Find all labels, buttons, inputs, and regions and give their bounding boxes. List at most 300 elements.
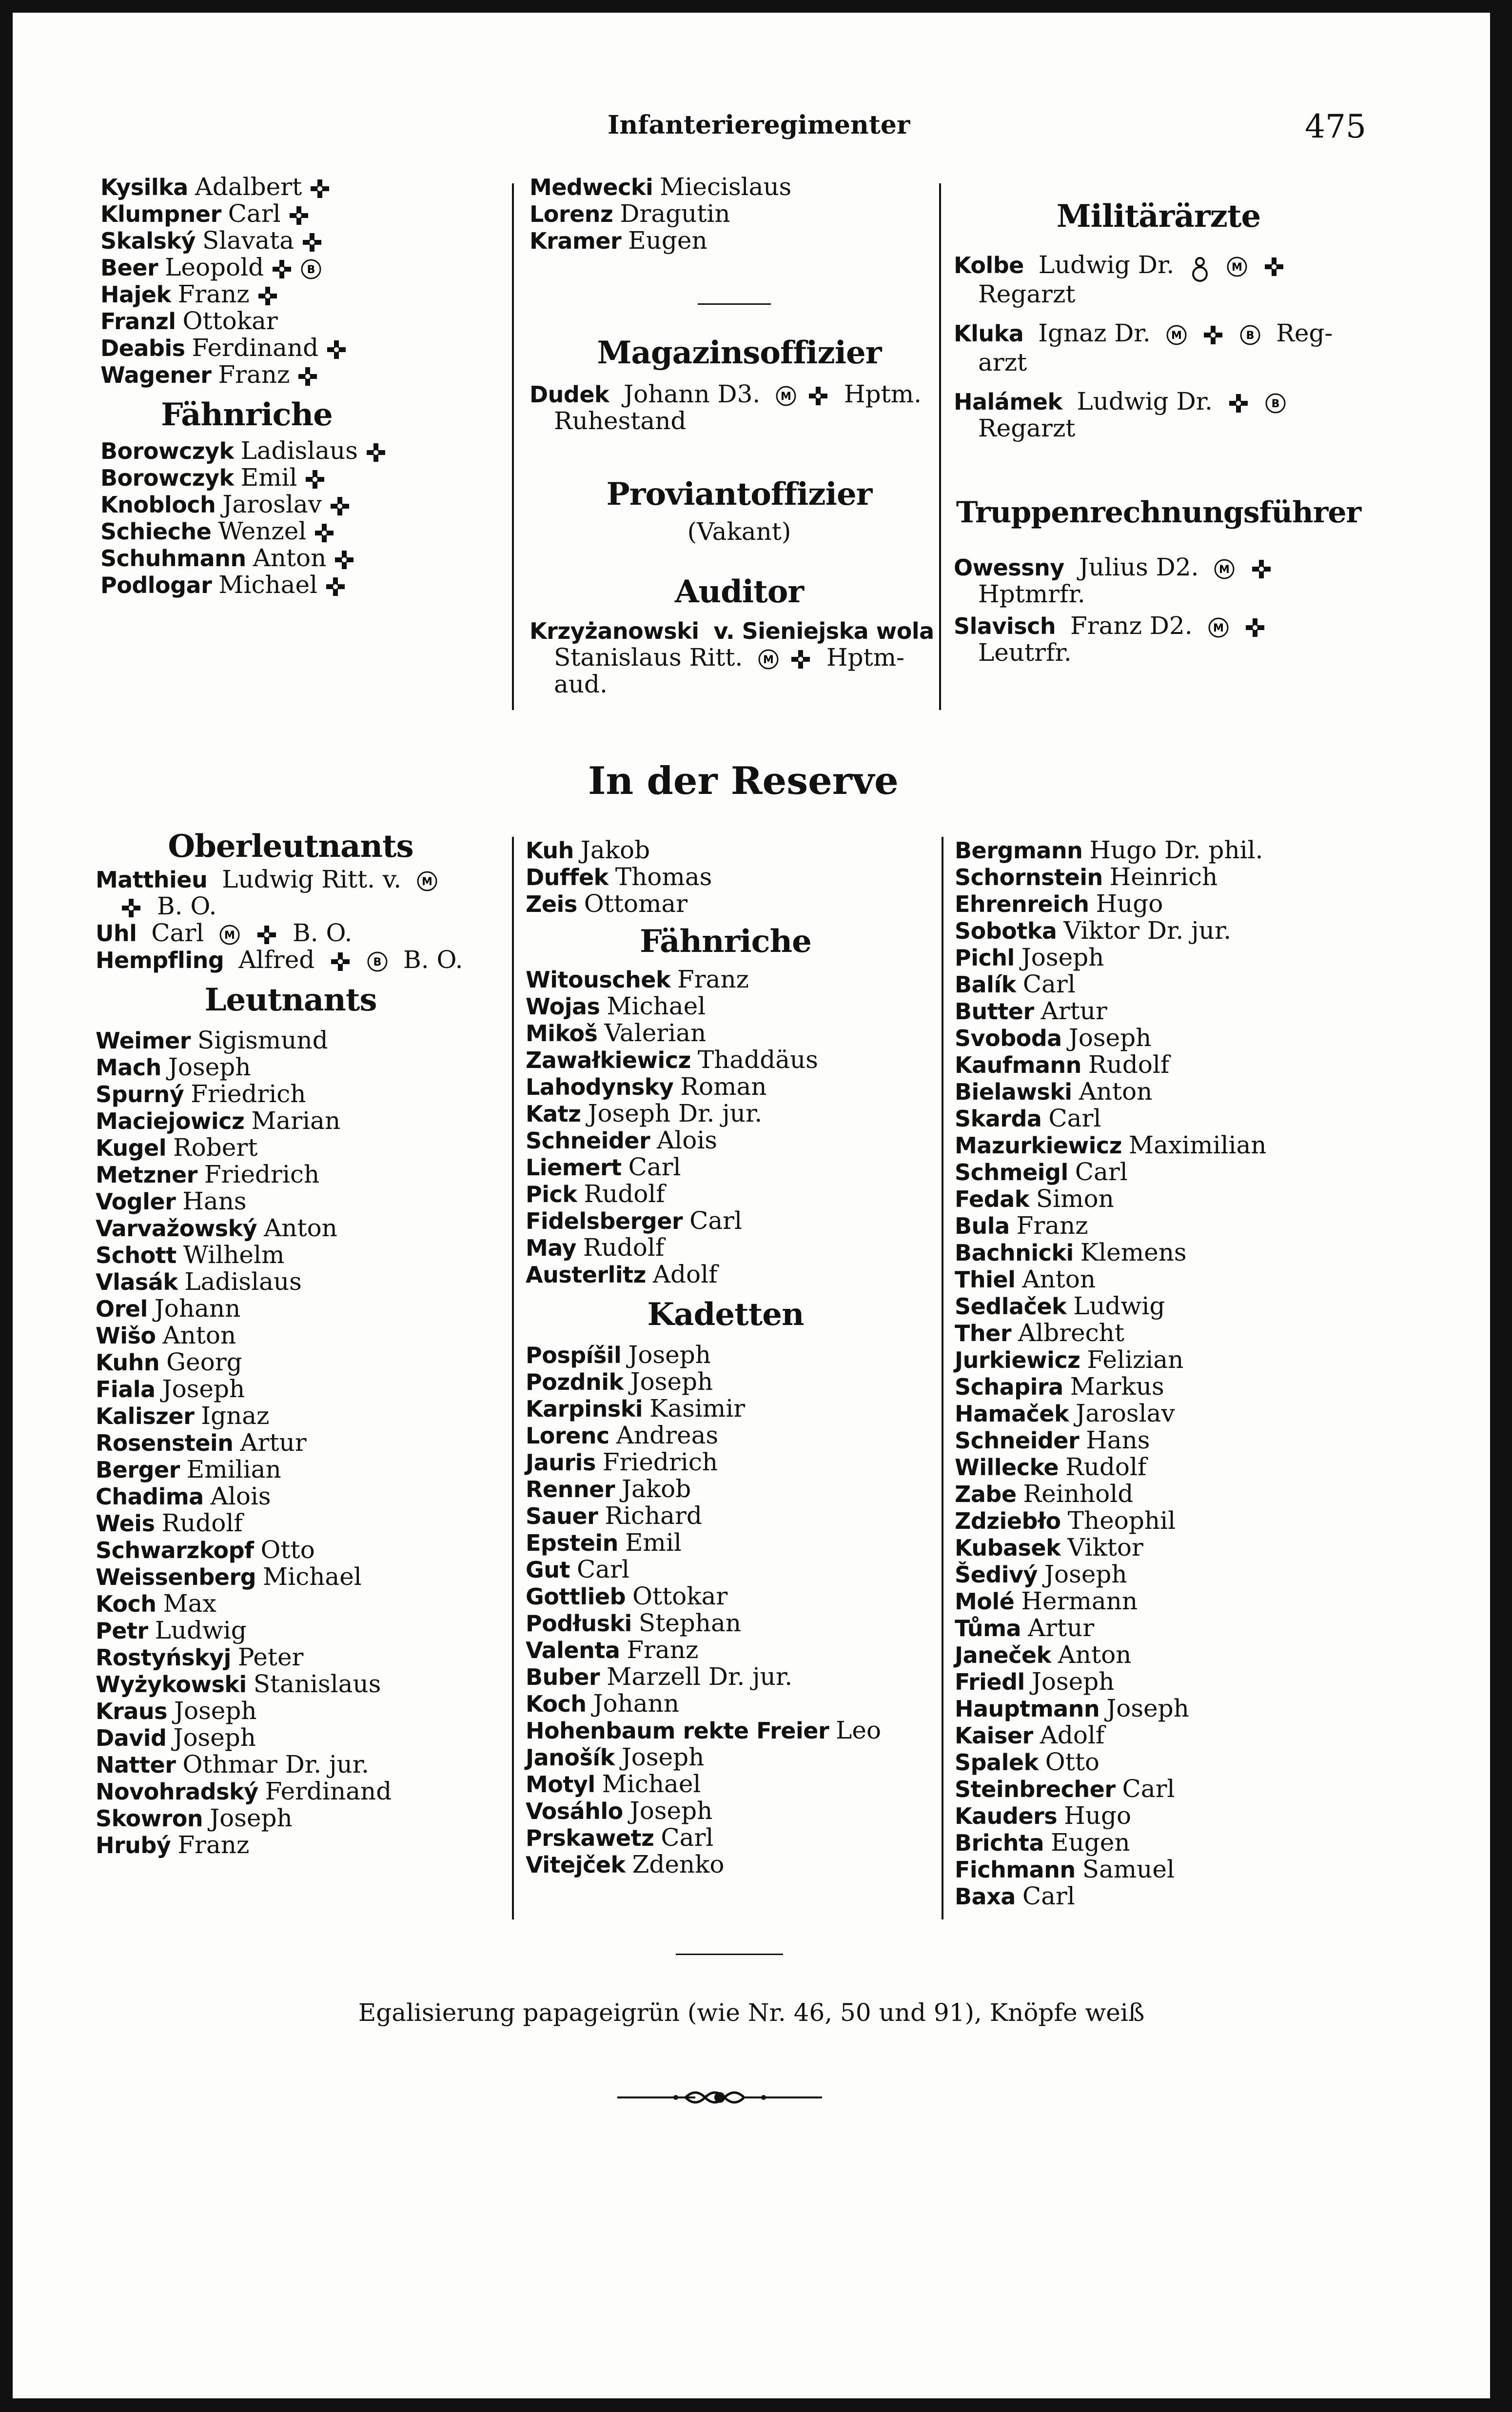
surname: Lahodynsky — [526, 1074, 674, 1100]
name-entry — [526, 1047, 940, 1073]
surname: Uhl — [96, 920, 137, 947]
given-name: Samuel — [1082, 1855, 1175, 1883]
surname: Kysilka — [100, 174, 188, 200]
surname: Bergmann — [955, 837, 1083, 864]
surname: Podłuski — [526, 1610, 632, 1637]
name-entry — [96, 1617, 510, 1644]
given-name: Sigismund — [197, 1026, 328, 1054]
name-entry — [96, 1644, 510, 1671]
name-entry — [100, 254, 515, 281]
surname: Witouschek — [526, 967, 671, 993]
column-divider — [939, 183, 941, 710]
name-entry — [96, 1403, 510, 1429]
cross-icon — [301, 231, 323, 254]
given-name: Rudolf — [583, 1233, 665, 1262]
given-name: Leo — [836, 1716, 882, 1744]
given-name: Richard — [605, 1502, 702, 1530]
name-entry — [955, 1668, 1394, 1695]
given-name: Marian — [251, 1107, 341, 1135]
name-entry — [96, 1161, 510, 1188]
rank-note: Ruhestand — [554, 407, 687, 435]
surname: Renner — [526, 1476, 615, 1503]
given-name: Dragutin — [620, 199, 730, 228]
name-entry — [100, 281, 515, 308]
given-name: Hermann — [1021, 1587, 1138, 1615]
name-entry — [955, 1159, 1394, 1186]
surname: Ther — [955, 1320, 1012, 1346]
name-entry — [526, 1422, 940, 1449]
surname: Kuh — [526, 837, 574, 864]
entry-continuation — [530, 644, 904, 671]
cross-icon — [120, 897, 142, 919]
surname: Svoboda — [955, 1025, 1062, 1051]
section-heading-truppenrechnungsfuehrer: Truppenrechnungsführer — [956, 495, 1361, 530]
name-entry — [530, 174, 949, 200]
given-name: Julius D2. — [1079, 553, 1199, 581]
surname: Deabis — [100, 335, 185, 361]
rank: Hptm. — [844, 380, 922, 408]
surname: Petr — [96, 1618, 148, 1644]
given-name: Joseph — [628, 1341, 711, 1369]
surname: Schwarzkopf — [96, 1537, 254, 1563]
surname: Matthieu — [96, 867, 208, 893]
given-name: Carl — [1022, 1882, 1075, 1910]
given-name: Georg — [166, 1348, 242, 1376]
name-entry — [526, 890, 940, 917]
surname: Valenta — [526, 1637, 620, 1663]
given-name: Adolf — [1040, 1721, 1105, 1749]
given-name: Anton — [162, 1321, 236, 1349]
surname: Schapira — [955, 1374, 1063, 1400]
given-name: Stanislaus — [253, 1670, 381, 1698]
surname: Dudek — [530, 381, 609, 408]
surname: Schuhmann — [100, 545, 246, 572]
given-name: Klemens — [1080, 1238, 1187, 1266]
given-name: Carl — [228, 199, 281, 228]
name-entry — [526, 1690, 940, 1717]
column-divider — [942, 837, 943, 1919]
name-list — [96, 1027, 510, 1858]
surname: Kramer — [530, 228, 622, 254]
name-entry — [955, 944, 1394, 971]
running-title: Infanterieregimenter — [608, 110, 910, 140]
name-entry — [955, 1427, 1394, 1454]
circle-m-icon — [757, 648, 780, 671]
rank-note: aud. — [554, 670, 608, 698]
name-entry — [96, 1832, 510, 1858]
entry-matthieu — [96, 866, 510, 893]
given-name: Ladislaus — [184, 1267, 302, 1296]
name-entry — [526, 1476, 940, 1503]
svg-text:M: M — [1213, 622, 1224, 634]
given-name: Hans — [182, 1187, 247, 1215]
name-entry — [96, 1215, 510, 1242]
cross-icon — [1263, 256, 1285, 278]
surname: David — [96, 1725, 167, 1751]
given-name: Reinhold — [1023, 1480, 1134, 1508]
given-name: Hugo Dr. phil. — [1089, 836, 1263, 864]
entry-krzyzanowski — [530, 617, 934, 644]
surname: Kuhn — [96, 1349, 160, 1376]
page — [13, 13, 1490, 2398]
surname: May — [526, 1235, 576, 1261]
surname: Pozdnik — [526, 1369, 624, 1395]
given-name: Hans — [1086, 1426, 1150, 1454]
given-name: Rudolf — [1065, 1453, 1147, 1481]
name-entry — [526, 1395, 940, 1422]
surname: Pospíšil — [526, 1342, 622, 1368]
given-name: Friedrich — [602, 1448, 718, 1476]
surname: Vogler — [96, 1188, 176, 1215]
svg-text:M: M — [763, 654, 774, 666]
surname: Kubasek — [955, 1535, 1061, 1561]
surname: Hrubý — [96, 1832, 171, 1858]
cross-icon — [304, 468, 326, 491]
given-name: Anton — [1022, 1265, 1096, 1293]
surname: Koch — [526, 1691, 587, 1717]
name-entry — [526, 1717, 940, 1744]
given-name: Felizian — [1087, 1345, 1184, 1374]
given-name: Ferdinand — [265, 1777, 392, 1805]
section-heading-oberleutnants: Oberleutnants — [168, 828, 413, 865]
name-entry — [955, 998, 1394, 1025]
given-name: Ludwig — [1073, 1292, 1165, 1320]
cross-icon — [325, 338, 348, 361]
given-name: Carl — [628, 1153, 681, 1181]
given-name: Franz — [627, 1636, 699, 1664]
name-entry — [96, 1483, 510, 1510]
name-entry — [526, 1207, 940, 1234]
surname: Prskawetz — [526, 1825, 654, 1851]
surname: Zeis — [526, 891, 577, 917]
name-entry — [526, 1342, 940, 1368]
surname: Lorenc — [526, 1423, 609, 1449]
given-name: Andreas — [616, 1421, 719, 1449]
given-name: Artur — [240, 1428, 307, 1457]
rank-note: B. O. — [403, 946, 463, 974]
given-name: Jaroslav — [222, 490, 322, 518]
surname: Spurný — [96, 1081, 184, 1107]
name-entry — [96, 1027, 510, 1054]
page-number: 475 — [1305, 108, 1366, 145]
svg-text:M: M — [1171, 330, 1182, 342]
surname: Fedak — [955, 1186, 1029, 1212]
surname: Mach — [96, 1054, 161, 1081]
given-name: Joseph Dr. jur. — [588, 1099, 763, 1127]
name-entry — [100, 491, 515, 518]
given-name: Othmar Dr. jur. — [182, 1750, 369, 1779]
top-column-1 — [100, 174, 515, 598]
given-name: Franz — [218, 360, 290, 389]
name-entry — [955, 1588, 1394, 1615]
surname: Lorenz — [530, 201, 613, 227]
given-name: Anton — [264, 1214, 337, 1242]
given-name: Artur — [1041, 997, 1107, 1025]
name-list — [526, 1342, 940, 1878]
surname: Schornstein — [955, 864, 1103, 890]
given-name: Joseph — [210, 1804, 293, 1832]
circle-m-icon — [218, 924, 241, 946]
surname: Hempfling — [96, 947, 224, 973]
surname: Halámek — [954, 389, 1062, 415]
cross-icon — [313, 522, 335, 544]
svg-text:M: M — [1219, 564, 1230, 576]
given-name: Franz — [677, 965, 749, 993]
name-list — [526, 837, 940, 917]
circle-m-icon — [1165, 324, 1188, 346]
name-entry — [96, 1268, 510, 1295]
name-entry — [955, 1481, 1394, 1507]
name-entry — [955, 890, 1394, 917]
svg-text:M: M — [781, 391, 792, 403]
entry-hempfling — [96, 947, 510, 973]
name-entry — [955, 1776, 1394, 1802]
entry-dudek — [530, 381, 922, 408]
given-name: Joseph — [174, 1697, 257, 1725]
entry-continuation — [96, 893, 510, 920]
given-name: Ludwig Dr. — [1077, 387, 1213, 415]
given-name: Maximilian — [1128, 1131, 1267, 1159]
name-entry — [955, 1051, 1394, 1078]
surname: Mikoš — [526, 1020, 598, 1047]
name-entry — [100, 572, 515, 598]
name-entry — [955, 1078, 1394, 1105]
cross-icon — [288, 204, 310, 227]
vacancy-note: (Vakant) — [687, 517, 791, 546]
svg-text:B: B — [307, 264, 315, 276]
name-entry — [955, 1186, 1394, 1212]
surname: Schmeigl — [955, 1159, 1068, 1186]
given-name: Robert — [173, 1133, 258, 1162]
given-name: Alois — [210, 1482, 271, 1510]
closing-rule — [676, 1954, 783, 1955]
name-entry — [526, 1181, 940, 1207]
surname: Friedl — [955, 1669, 1025, 1695]
given-name: Emilian — [186, 1455, 281, 1483]
given-name: Markus — [1070, 1372, 1164, 1401]
name-entry — [100, 437, 515, 464]
section-heading-leutnants: Leutnants — [204, 982, 377, 1018]
cross-icon — [271, 258, 293, 280]
given-name: Anton — [1079, 1077, 1153, 1106]
name-entry — [955, 1856, 1394, 1883]
surname: Zabe — [955, 1481, 1017, 1507]
name-list — [530, 174, 949, 254]
name-entry — [955, 971, 1394, 998]
name-entry — [100, 335, 515, 361]
cross-icon — [1202, 324, 1224, 346]
surname: Metzner — [96, 1162, 197, 1188]
entry-slavisch — [954, 613, 1266, 639]
ornament-icon — [617, 2085, 822, 2110]
given-name: Carl — [689, 1206, 743, 1235]
name-entry — [96, 1188, 510, 1215]
surname: Kugel — [96, 1135, 166, 1161]
name-entry — [526, 1583, 940, 1610]
surname: Wišo — [96, 1323, 156, 1349]
surname: Berger — [96, 1457, 180, 1483]
circle-b-icon — [300, 258, 322, 280]
surname: Skowron — [96, 1805, 203, 1832]
given-name: Joseph — [630, 1367, 713, 1396]
name-entry — [526, 1234, 940, 1261]
rank-note: Leutrfr. — [978, 638, 1072, 667]
name-entry — [100, 227, 515, 254]
name-entry — [526, 837, 940, 864]
name-entry — [96, 1563, 510, 1590]
name-entry — [96, 1510, 510, 1537]
section-heading-faehnriche: Fähnriche — [161, 396, 333, 433]
surname: Molé — [955, 1588, 1015, 1615]
name-entry — [526, 1610, 940, 1637]
name-entry — [526, 1368, 940, 1395]
given-name: Emil — [240, 463, 297, 492]
name-entry — [526, 1529, 940, 1556]
name-entry — [526, 1744, 940, 1771]
rank-note: Regarzt — [978, 280, 1076, 308]
name-entry — [955, 1400, 1394, 1427]
given-name: Rudolf — [584, 1180, 665, 1208]
name-entry — [526, 966, 940, 993]
given-name: Carl — [151, 919, 204, 947]
name-entry — [526, 1020, 940, 1047]
name-entry — [526, 1449, 940, 1476]
surname: Spalek — [955, 1749, 1039, 1776]
cross-icon — [1244, 616, 1266, 639]
given-name: Carl — [1022, 970, 1076, 998]
column-divider — [512, 183, 514, 710]
given-name: Leopold — [165, 253, 264, 281]
given-name: Rudolf — [1088, 1050, 1170, 1079]
surname: Skarda — [955, 1106, 1042, 1132]
given-name: Miecislaus — [660, 173, 792, 201]
given-name: Hugo — [1064, 1801, 1132, 1830]
name-entry — [100, 361, 515, 388]
surname: Skalský — [100, 228, 196, 254]
given-name: Viktor — [1067, 1533, 1143, 1562]
rank-note: Regarzt — [978, 414, 1076, 442]
medal-icon — [1189, 256, 1211, 278]
name-entry — [96, 1242, 510, 1268]
name-entry — [100, 174, 515, 200]
surname: Bula — [955, 1213, 1010, 1239]
name-entry — [955, 1132, 1394, 1159]
given-name: Valerian — [604, 1019, 707, 1047]
name-entry — [100, 545, 515, 572]
name-list — [955, 837, 1394, 1910]
name-entry — [955, 1802, 1394, 1829]
name-entry — [96, 1429, 510, 1456]
cross-icon — [1250, 558, 1273, 580]
section-heading-kadetten: Kadetten — [647, 1296, 804, 1333]
given-name: Ladislaus — [240, 436, 358, 465]
given-name: Carl — [1122, 1775, 1175, 1803]
given-name: Alfred — [238, 946, 315, 974]
given-name: Carl — [661, 1823, 714, 1852]
given-name: Kasimir — [649, 1394, 746, 1423]
cross-icon — [255, 924, 278, 946]
given-name: Johann — [154, 1294, 241, 1323]
name-entry — [96, 1698, 510, 1724]
section-heading-faehnriche: Fähnriche — [640, 923, 811, 960]
name-entry — [100, 308, 515, 335]
name-entry — [96, 1456, 510, 1483]
given-name: Franz — [177, 1831, 250, 1859]
given-name: Alois — [657, 1126, 718, 1154]
cross-icon — [256, 285, 279, 307]
name-entry — [955, 1829, 1394, 1856]
surname: Slavisch — [954, 613, 1056, 639]
name-entry — [526, 1503, 940, 1529]
surname: Bielawski — [955, 1079, 1072, 1105]
cross-icon — [333, 549, 355, 571]
surname: Fichmann — [955, 1857, 1076, 1883]
name-list — [526, 966, 940, 1288]
given-name: Ferdinand — [192, 334, 319, 362]
given-name: Marzell Dr. jur. — [607, 1662, 793, 1691]
name-entry — [96, 1671, 510, 1698]
surname: Kauders — [955, 1803, 1058, 1829]
given-name: Stephan — [638, 1609, 741, 1637]
surname: Weis — [96, 1510, 155, 1537]
given-name: Zdenko — [632, 1850, 725, 1878]
surname: Schieche — [100, 518, 212, 545]
surname: Rostyńskyj — [96, 1644, 231, 1671]
given-name: Ignaz Dr. — [1038, 319, 1151, 347]
given-name: Hugo — [1096, 890, 1163, 918]
surname: Natter — [96, 1752, 176, 1778]
name-entry — [955, 837, 1394, 864]
surname: Duffek — [526, 864, 609, 890]
surname: Krzyżanowski — [530, 618, 699, 644]
given-name: Friedrich — [191, 1080, 306, 1108]
surname: Hauptmann — [955, 1696, 1100, 1722]
surname: Brichta — [955, 1830, 1044, 1856]
name-entry — [955, 917, 1394, 944]
name-entry — [955, 1373, 1394, 1400]
name-entry — [96, 1537, 510, 1563]
given-name: Otto — [260, 1536, 315, 1564]
surname: Janeček — [955, 1642, 1051, 1668]
surname: Koch — [96, 1591, 157, 1617]
name-entry — [526, 1663, 940, 1690]
name-list — [100, 174, 515, 388]
name-entry — [955, 1320, 1394, 1346]
given-name: Carl — [1075, 1158, 1128, 1186]
surname: Baxa — [955, 1883, 1016, 1910]
given-name: Thaddäus — [697, 1046, 818, 1074]
surname: Pichl — [955, 945, 1015, 971]
section-heading-reserve: In der Reserve — [588, 759, 899, 803]
given-name: Carl — [577, 1555, 629, 1583]
surname: Hajek — [100, 281, 171, 308]
given-name: Joseph — [168, 1053, 251, 1081]
name-entry — [96, 1751, 510, 1778]
top-column-2 — [530, 173, 949, 698]
entry-kluka — [954, 320, 1333, 347]
given-name: Jakob — [580, 836, 650, 864]
reserve-column-2 — [526, 837, 940, 1878]
surname: Sobotka — [955, 918, 1057, 944]
surname: Butter — [955, 998, 1034, 1025]
given-name: Ludwig Ritt. v. — [222, 865, 402, 893]
entry-owessny — [954, 554, 1273, 581]
svg-text:B: B — [1271, 398, 1280, 410]
name-entry — [526, 1771, 940, 1798]
name-entry — [526, 1637, 940, 1663]
name-entry — [96, 1805, 510, 1832]
surname: Janošík — [526, 1744, 615, 1771]
